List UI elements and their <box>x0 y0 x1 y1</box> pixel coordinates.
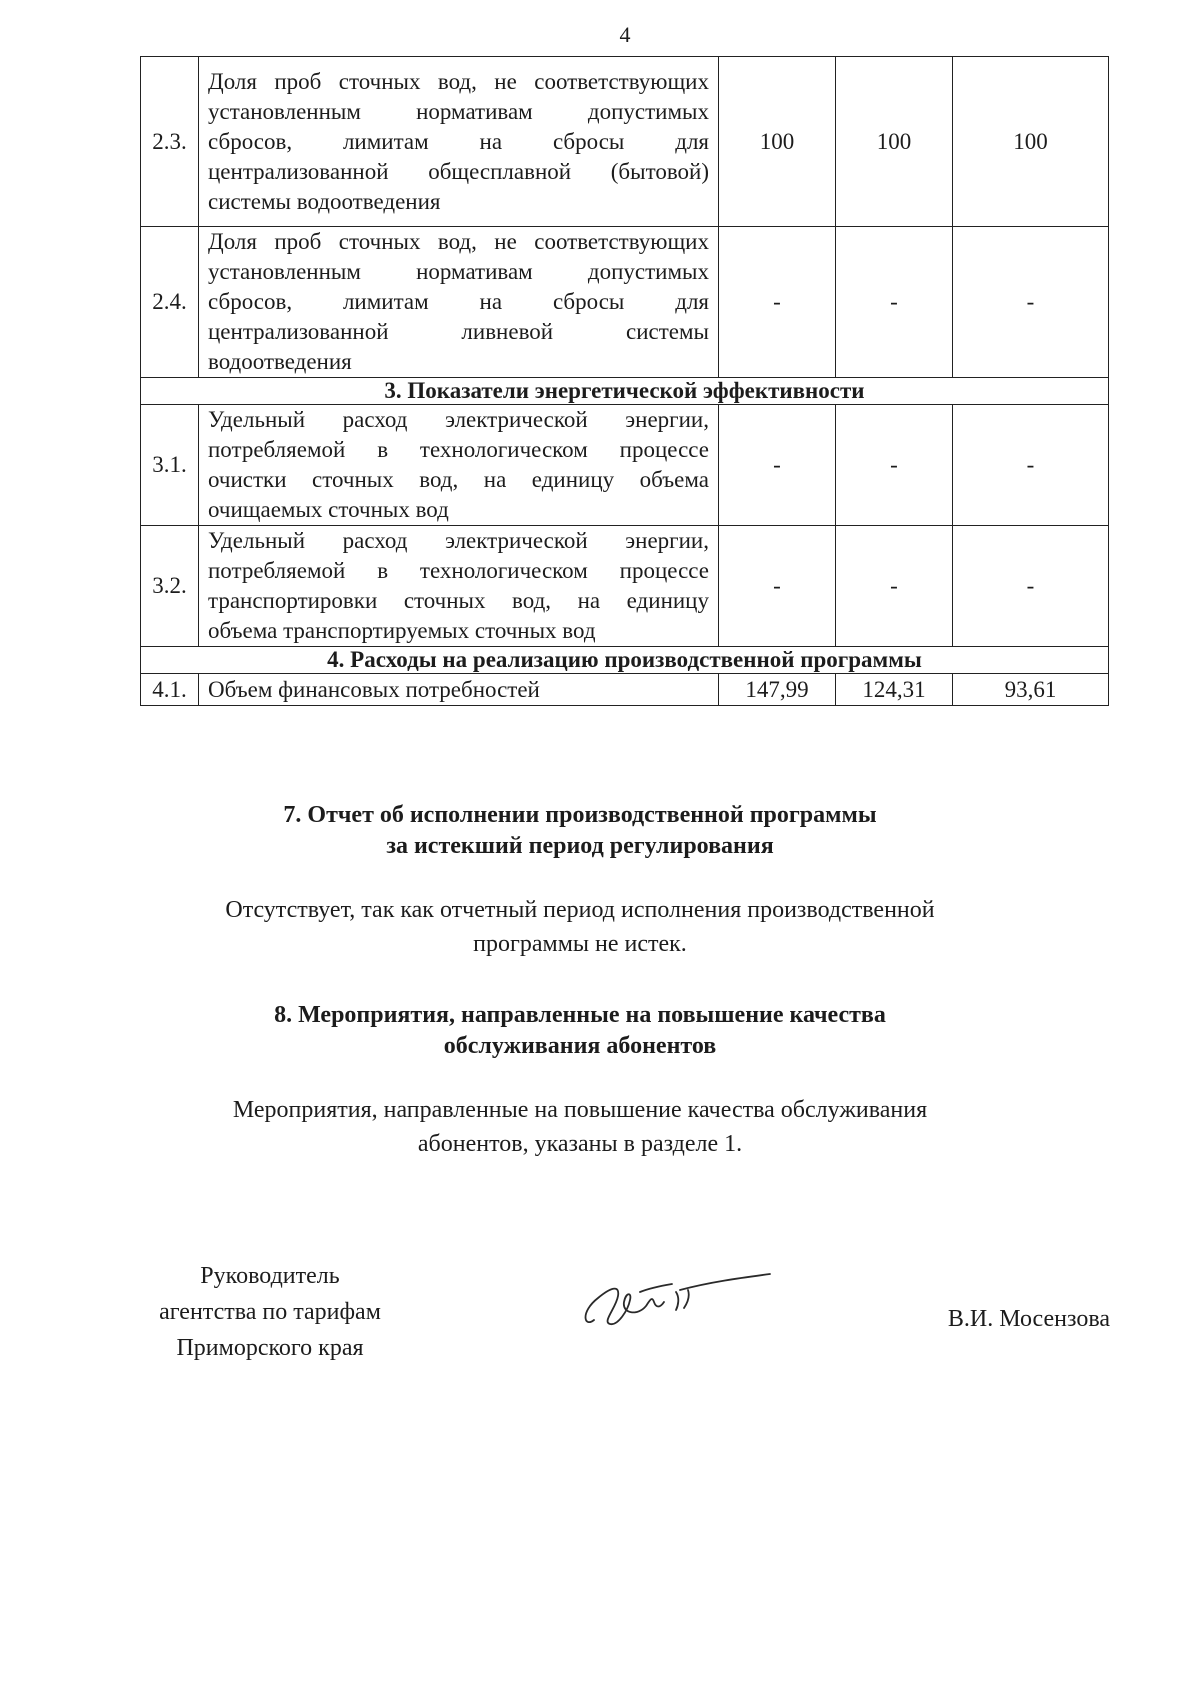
row-number: 2.3. <box>141 57 199 227</box>
row-number: 3.1. <box>141 405 199 526</box>
row-description <box>199 674 719 706</box>
table-row <box>141 674 1109 706</box>
section7-text <box>150 893 1010 961</box>
section-header: 3. Показатели энергетической эффективности <box>141 378 1109 405</box>
description-line: очистки сточных вод, на единицу объема <box>208 467 709 492</box>
value-cell: - <box>953 405 1109 526</box>
value-cell: - <box>836 405 953 526</box>
signatory-name: В.И. Мосензова <box>947 1306 1110 1332</box>
section8-heading <box>150 1000 1010 1062</box>
description-line: Удельный расход электрической энергии, <box>208 407 709 432</box>
description-line: централизованной общесплавной (бытовой) <box>208 158 709 184</box>
value-cell: - <box>719 227 836 378</box>
description-line: Доля проб сточных вод, не соответствующих <box>208 68 709 94</box>
description-line: водоотведения <box>208 349 352 374</box>
table-row <box>141 227 1109 378</box>
value-cell: - <box>836 227 953 378</box>
section-header: 4. Расходы на реализацию производственной программы <box>141 647 1109 674</box>
value-cell: 147,99 <box>719 674 836 706</box>
description-line: сбросов, лимитам на сбросы для <box>208 289 709 314</box>
description-line: Доля проб сточных вод, не соответствующих <box>208 229 709 254</box>
row-number: 3.2. <box>141 526 199 647</box>
section-header-row <box>141 378 1109 405</box>
description-line: Удельный расход электрической энергии, <box>208 528 709 553</box>
description-line: системы водоотведения <box>208 188 441 214</box>
section7-heading <box>150 800 1010 862</box>
description-line: потребляемой в технологическом процессе <box>208 558 709 583</box>
description-line: установленным нормативам допустимых <box>208 259 709 284</box>
signatory-title-line1: Руководитель <box>200 1263 340 1289</box>
row-number: 2.4. <box>141 227 199 378</box>
page-number: 4 <box>619 22 631 47</box>
description-line: потребляемой в технологическом процессе <box>208 437 709 462</box>
table-body <box>141 57 1109 706</box>
value-cell: - <box>719 526 836 647</box>
section7-heading-line2: за истекший период регулирования <box>386 833 774 859</box>
table-row <box>141 526 1109 647</box>
section7-heading-line1: 7. Отчет об исполнении производственной программы <box>283 802 877 828</box>
indicators-table <box>140 56 1109 706</box>
section8-heading-line1: 8. Мероприятия, направленные на повышение качества <box>274 1002 886 1028</box>
section8-text <box>150 1093 1010 1161</box>
row-description <box>199 405 719 526</box>
value-cell: 124,31 <box>836 674 953 706</box>
value-cell: - <box>719 405 836 526</box>
value-cell: 100 <box>953 57 1109 227</box>
section8-text-line1: Мероприятия, направленные на повышение качества обслуживания <box>232 1097 928 1123</box>
table-row <box>141 57 1109 227</box>
table-row <box>141 405 1109 526</box>
signatory-title-line3: Приморского края <box>176 1335 364 1361</box>
description-line: объема транспортируемых сточных вод <box>208 618 596 643</box>
value-cell: 100 <box>836 57 953 227</box>
value-cell: - <box>953 227 1109 378</box>
value-cell: 93,61 <box>953 674 1109 706</box>
signatory-title-line2: агентства по тарифам <box>159 1299 381 1325</box>
section8-heading-line2: обслуживания абонентов <box>443 1033 717 1059</box>
section8-text-line2: абонентов, указаны в разделе 1. <box>417 1131 743 1157</box>
row-number: 4.1. <box>141 674 199 706</box>
section7-text-line2: программы не истек. <box>473 931 687 957</box>
row-description <box>199 57 719 227</box>
description-line: транспортировки сточных вод, на единицу <box>208 588 709 613</box>
handwritten-signature <box>580 1262 780 1342</box>
row-description <box>199 526 719 647</box>
description-line: централизованной ливневой системы <box>208 319 709 344</box>
value-cell: 100 <box>719 57 836 227</box>
row-description <box>199 227 719 378</box>
description-line: сбросов, лимитам на сбросы для <box>208 128 709 154</box>
description-line: очищаемых сточных вод <box>208 497 449 522</box>
signatory-title <box>140 1258 400 1366</box>
value-cell: - <box>836 526 953 647</box>
section7-text-line1: Отсутствует, так как отчетный период исполнения производственной <box>225 897 935 923</box>
value-cell: - <box>953 526 1109 647</box>
description-line: Объем финансовых потребностей <box>208 676 540 702</box>
description-line: установленным нормативам допустимых <box>208 98 709 124</box>
section-header-row <box>141 647 1109 674</box>
